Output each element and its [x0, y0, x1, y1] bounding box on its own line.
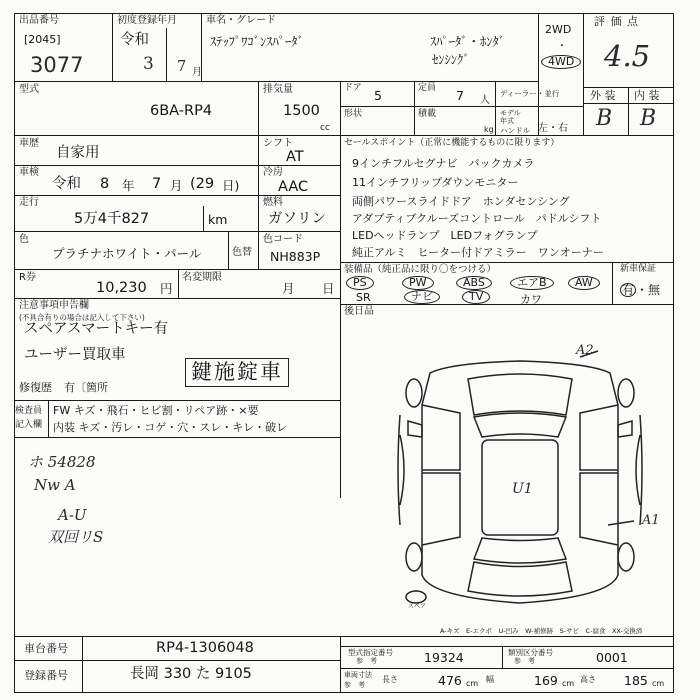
recycle-label: R券 — [19, 272, 36, 283]
ac-label: 冷房 — [263, 167, 283, 178]
mileage-value: 5万4千827 — [74, 211, 150, 227]
color-change-label: 色替 — [232, 247, 252, 258]
lot-label: 出品番号 — [19, 15, 59, 26]
model-year-label: モデル 年式 — [500, 109, 521, 125]
sales-point-4: アダプティブクルーズコントロール パドルシフト — [352, 212, 602, 225]
lot-number: 3077 — [30, 53, 84, 77]
handwritten-line-1: ホ 54828 — [28, 453, 96, 471]
lot-sub: [2045] — [24, 33, 61, 46]
notes-line-1: スペアスマートキー有 — [24, 321, 169, 337]
shift-label: シフト — [263, 138, 293, 149]
divider — [340, 262, 674, 263]
divider — [340, 646, 674, 647]
warranty-no: ・無 — [636, 283, 661, 297]
handwritten-line-3: A-U — [58, 506, 87, 524]
damage-mark-u1: U1 — [512, 481, 533, 497]
sales-point-2: 11インチフリップダウンモニター — [352, 176, 519, 189]
grade-line-2: ｾﾝｼﾝｸﾞ — [432, 52, 470, 67]
car-damage-diagram — [390, 345, 650, 615]
divider — [82, 637, 83, 693]
type-code-ref: 参 考 — [356, 657, 377, 665]
model-label: 型式 — [19, 84, 39, 95]
door-value: 5 — [374, 88, 382, 103]
drive-4wd-circle: 4WD — [541, 55, 581, 69]
divider — [340, 668, 674, 669]
equip-tv-circle: TV — [462, 290, 490, 304]
width-label: 幅 — [486, 675, 494, 684]
notes-sub: (不具合有りの場合は記入して下さい) — [19, 313, 145, 322]
drive-separator: ・ — [557, 41, 567, 52]
divider — [14, 195, 340, 196]
repair-label: 修復歴 — [19, 381, 52, 394]
person-unit: 人 — [480, 95, 490, 106]
length-value: 476 — [438, 673, 462, 688]
first-registration-label: 初度登録年月 — [117, 15, 177, 26]
divider — [340, 135, 341, 498]
new-car-warranty-label: 新車保証 — [620, 264, 657, 274]
model-value: 6BA-RP4 — [150, 103, 213, 119]
displacement-value: 1500 — [283, 103, 320, 119]
sales-point-1: 9インチフルセグナビ バックカメラ — [352, 157, 535, 170]
divider — [538, 13, 539, 135]
sales-point-3: 両側パワースライドドア ホンダセンシング — [352, 195, 570, 208]
equip-abs — [456, 276, 492, 290]
first-registration-year: 3 — [143, 54, 154, 74]
inspector-label-2: 記入欄 — [15, 420, 43, 430]
kg-unit: kg — [484, 125, 494, 134]
divider — [612, 262, 613, 304]
recycle-amount: 10,230 — [96, 280, 147, 296]
notes-label: 注意事項申告欄 — [19, 300, 89, 311]
length-label: 長さ — [382, 675, 398, 684]
divider — [14, 269, 340, 270]
cc-unit: cc — [320, 123, 330, 133]
history-label: 車歴 — [19, 138, 39, 149]
fuel-label: 燃料 — [263, 197, 283, 208]
category-label: 類別区分番号 — [508, 648, 553, 657]
inspector-row-2: 内装 キズ・汚レ・コゲ・穴・スレ・キレ・破レ — [53, 421, 288, 434]
registration-label: 登録番号 — [24, 669, 68, 682]
equip-sr: SR — [356, 291, 371, 304]
day-unit: 日) — [222, 178, 240, 193]
divider — [258, 135, 259, 269]
equip-pw-circle: PW — [402, 276, 434, 290]
equip-ps — [346, 276, 374, 290]
equip-pw — [402, 276, 434, 290]
drive-2wd: 2WD — [545, 23, 572, 36]
dims-ref: 参 考 — [344, 681, 365, 689]
month-unit-inspection: 月 — [170, 178, 183, 193]
divider — [14, 165, 340, 166]
inspection-month: 7 — [152, 176, 162, 192]
divider — [166, 28, 167, 81]
interior-label: 内 装 — [634, 89, 660, 102]
color-label: 色 — [19, 234, 29, 245]
spare-label: スペア — [408, 603, 427, 610]
drive-4wd — [541, 55, 581, 69]
equipment-label: 装備品（純正品に限り〇をつける） — [344, 264, 497, 275]
mileage-label: 走行 — [19, 197, 39, 208]
inspector-label-1: 検査員 — [15, 406, 43, 416]
chassis-label: 車台番号 — [24, 642, 68, 655]
name-change-day: 日 — [322, 281, 335, 296]
equip-navi-circle: ナビ — [404, 290, 440, 304]
inspection-day: (29 — [190, 176, 215, 192]
divider — [14, 298, 340, 299]
shape-label: 形状 — [344, 109, 363, 119]
divider — [414, 81, 415, 135]
car-name: ｽﾃｯﾌﾟﾜｺﾞﾝｽﾊﾟｰﾀﾞ — [210, 34, 304, 49]
score-label: 評 価 点 — [594, 15, 639, 28]
divider — [178, 269, 179, 298]
equip-airbag — [510, 276, 554, 290]
handle-label: ハンドル — [500, 126, 530, 135]
month-unit: 月 — [192, 67, 202, 78]
divider — [228, 231, 229, 269]
km-unit: km — [208, 212, 228, 227]
equip-leather: カワ — [520, 293, 542, 306]
type-code-value: 19324 — [424, 650, 464, 665]
inspection-era: 令和 — [52, 176, 81, 192]
divider — [112, 13, 113, 81]
year-unit: 年 — [122, 178, 135, 193]
sales-points-label: セールスポイント（正常に機能するものに限ります） — [344, 138, 560, 148]
category-value: 0001 — [596, 650, 628, 665]
registration-value: 長岡 330 た 9105 — [130, 666, 252, 682]
length-unit: cm — [466, 679, 479, 688]
divider — [340, 81, 341, 135]
history-value: 自家用 — [56, 145, 100, 161]
divider — [258, 81, 259, 135]
shift-value: AT — [286, 149, 304, 165]
exterior-grade: B — [596, 106, 613, 131]
divider — [203, 206, 204, 231]
sales-point-5: LEDヘッドランプ LEDフォグランプ — [352, 229, 538, 242]
sales-point-6: 純正アルミ ヒーター付ドアミラー ワンオーナー — [352, 246, 604, 259]
damage-legend: A-キズ E-エクボ U-凹み W-補修跡 S-サビ C-腐食 XX-交換済 — [440, 627, 643, 635]
divider — [502, 646, 503, 668]
interior-grade: B — [640, 106, 657, 131]
inspection-label: 車検 — [19, 167, 39, 178]
notes-line-2: ユーザー買取車 — [24, 347, 126, 363]
locked-car-stamp: 鍵施錠車 — [185, 358, 289, 387]
damage-mark-a2: A2 — [576, 343, 594, 358]
displacement-label: 排気量 — [263, 84, 293, 95]
door-label: ドア — [344, 83, 362, 93]
warranty-value — [620, 283, 660, 297]
equip-aw-circle: AW — [568, 276, 600, 290]
color-value: プラチナホワイト・パール — [52, 246, 202, 261]
load-label: 積載 — [418, 109, 437, 119]
divider — [340, 304, 674, 305]
divider — [14, 81, 538, 82]
inspection-year: 8 — [100, 176, 110, 192]
equip-aw — [568, 276, 600, 290]
capacity-label: 定員 — [418, 83, 437, 93]
yen-unit: 円 — [160, 281, 173, 296]
divider — [14, 135, 674, 136]
equip-airbag-circle: エアB — [510, 276, 554, 290]
damage-mark-a1: A1 — [642, 513, 660, 528]
divider — [14, 231, 340, 232]
first-registration-era: 令和 — [120, 32, 149, 48]
grade-line-1: ｽﾊﾟｰﾀﾞ・ﾎﾝﾀﾞ — [430, 34, 506, 49]
divider — [628, 87, 629, 135]
color-code-value: NH883P — [270, 249, 321, 264]
dims-label: 車両寸法 — [344, 671, 372, 679]
chassis-value: RP4-1306048 — [156, 640, 254, 656]
car-name-label: 車名・グレード — [206, 15, 276, 26]
width-unit: cm — [562, 679, 575, 688]
score-value: 4.5 — [604, 39, 651, 73]
color-code-label: 色コード — [263, 234, 303, 245]
equip-tv — [462, 290, 490, 304]
name-change-month: 月 — [282, 281, 295, 296]
ac-value: AAC — [278, 179, 309, 195]
divider — [14, 437, 340, 438]
divider — [14, 400, 340, 401]
type-code-label: 型式指定番号 — [348, 648, 393, 657]
handwritten-line-4: 双回リS — [48, 528, 104, 546]
dealer-label: ディーラー・並行 — [500, 89, 560, 98]
divider — [495, 81, 496, 135]
handwritten-line-2: Nw A — [34, 476, 76, 494]
exterior-label: 外 装 — [590, 89, 616, 102]
inspector-row-1: FW キズ・飛石・ヒビ割・リペア跡・×要 — [53, 404, 259, 417]
fuel-value: ガソリン — [268, 211, 326, 227]
name-change-label: 名変期限 — [182, 272, 222, 283]
divider — [48, 400, 49, 437]
equip-ps-circle: PS — [346, 276, 374, 290]
first-registration-month: 7 — [177, 59, 187, 75]
warranty-yes-circle: 有 — [622, 283, 635, 297]
rear-items-label: 後日品 — [344, 306, 374, 317]
divider — [14, 660, 340, 661]
height-label: 高さ — [580, 675, 596, 684]
equip-abs-circle: ABS — [456, 276, 492, 290]
height-unit: cm — [652, 679, 665, 688]
capacity-value: 7 — [456, 88, 464, 103]
height-value: 185 — [624, 673, 648, 688]
divider — [583, 13, 584, 135]
divider — [340, 106, 583, 107]
category-ref: 参 考 — [514, 657, 535, 665]
width-value: 169 — [534, 673, 558, 688]
equip-navi — [404, 290, 440, 304]
repair-value: 有〔箇所 — [64, 381, 108, 394]
handle-value: 左・右 — [538, 123, 568, 134]
